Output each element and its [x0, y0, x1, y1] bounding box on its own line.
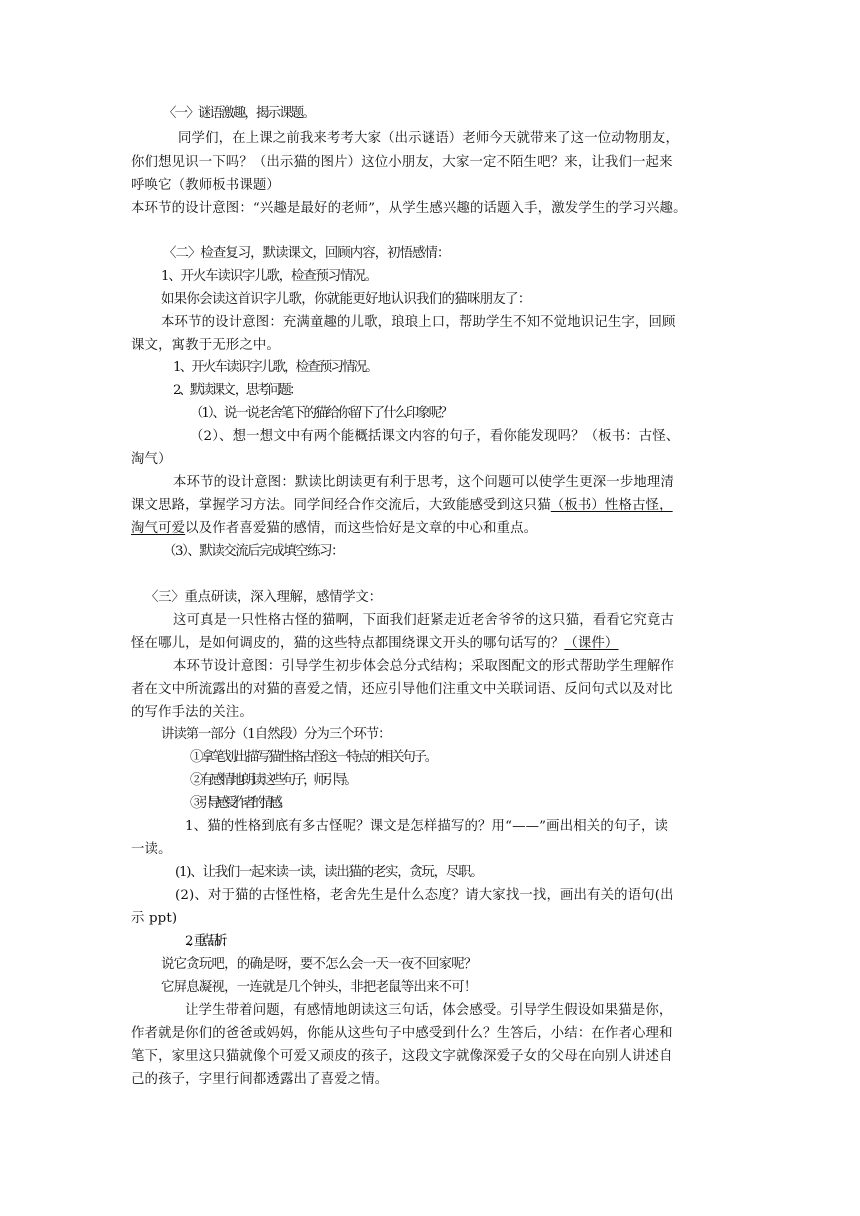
design-intent-line	[131, 519, 731, 541]
design-intent-line: 课文，寓教于无形之中。	[131, 338, 280, 353]
paragraph-line: 同学们，在上课之前我来考考大家（出示谜语）老师今天就带来了这一位动物朋友，	[178, 131, 680, 146]
step-item: ①拿笔划出描写猫性格古怪这一特点的相关句子。	[190, 750, 436, 765]
list-item: 1、开火车读识字儿歌，检查预习情况。	[161, 269, 377, 284]
question-line: (1)、让我们一起来读一读，读出猫的老实，贪玩，尽职。	[175, 865, 483, 880]
question-line: 一读。	[131, 842, 172, 857]
paragraph-line: 笔下，家里这只猫就像个可爱又顽皮的孩子，这段文字就像深爱子女的父母在向别人讲述自	[131, 1049, 673, 1064]
design-intent-line	[131, 496, 731, 518]
question-line: (2)、对于猫的古怪性格，老舍先生是什么态度？请大家找一找，画出有关的语句(出	[175, 888, 674, 903]
question-line: （3）、默读交流后完成填空练习：	[163, 544, 344, 559]
design-intent-text: 以及作者喜爱猫的感情，而这些恰好是文章的中心和重点。	[185, 521, 538, 536]
paragraph-line: 作者就是你们的爸爸或妈妈，你能从这些句子中感受到什么？生答后，小结：在作者心理和	[131, 1026, 673, 1041]
design-intent-line: 的写作手法的关注。	[131, 705, 253, 720]
courseware-note-underlined: （课件）	[564, 636, 619, 651]
design-intent-line: 者在文中所流露出的对猫的喜爱之情，还应引导他们注重文中关联词语、反问句式以及对比	[131, 682, 673, 697]
section-2-heading: 〈二〉检查复习，默读课文，回顾内容，初悟感情：	[163, 246, 450, 261]
paragraph-text: 怪在哪儿，是如何调皮的，猫的这些特点都围绕课文开头的哪句话写的？	[131, 636, 565, 651]
step-item: ②有感情地朗读这些句子，师引导。	[190, 773, 355, 788]
step-item: ③引导感受作者的情感。	[190, 796, 287, 811]
paragraph-line: 这可真是一只性格古怪的猫啊，下面我们赶紧走近老舍爷爷的这只猫，看看它究竟古	[173, 613, 675, 628]
paragraph-line: 如果你会读这首识字儿歌，你就能更好地认识我们的猫咪朋友了：	[161, 292, 531, 307]
list-item: 2、重点品析：	[185, 934, 228, 949]
design-intent-line: 本环节的设计意图：默读比朗读更有利于思考，这个问题可以使学生更深一步地理清	[173, 475, 675, 490]
design-intent-line: 本环节的设计意图：充满童趣的儿歌，琅琅上口，帮助学生不知不觉地识记生字，回顾	[161, 315, 676, 330]
list-item: 1、开火车读识字儿歌，检查预习情况。	[173, 360, 377, 375]
question-line: （1）、说一说老舍笔下的猫给你留下了什么印象呢？	[190, 406, 452, 421]
design-intent-line: 本环节设计意图：引导学生初步体会总分式结构；采取图配文的形式帮助学生理解作	[173, 659, 675, 674]
list-item: 2、默读课文 ，思考问题：	[173, 383, 301, 398]
board-note-underlined: 淘气可爱	[131, 521, 186, 536]
design-intent-text: 课文思路，掌握学习方法。同学间经合作交流后，大致能感受到这只猫	[131, 498, 551, 513]
board-note-underlined: （板书）性格古怪，	[550, 498, 673, 513]
design-intent-line: 本环节的设计意图：“兴趣是最好的老师”，从学生感兴趣的话题入手，激发学生的学习兴趣。	[131, 201, 687, 216]
paragraph-line: 让学生带着问题，有感情地朗读这三句话，体会感受。引导学生假设如果猫是你，	[185, 1003, 673, 1018]
paragraph-line: 呼唤它（教师板书课题）	[131, 178, 280, 193]
question-line: 示 ppt)	[131, 911, 178, 926]
question-line: 1、猫的性格到底有多古怪呢？课文是怎样描写的？用“——”画出相关的句子，读	[185, 819, 669, 834]
paragraph-line: 讲读第一部分（1自然段）分为三个环节：	[161, 727, 391, 742]
section-1-heading: 〈一〉谜语激趣，揭示课题。	[163, 106, 315, 121]
quoted-sentence: 它屏息凝视，一连就是几个钟头，非把老鼠等出来不可！	[161, 980, 477, 995]
question-line: （2）、想一想文中有两个能概括课文内容的句子，看你能发现吗？（板书：古怪、	[190, 429, 680, 444]
question-line: 淘气）	[131, 452, 172, 467]
paragraph-line	[131, 634, 731, 656]
quoted-sentence: 说它贪玩吧，的确是呀，要不怎么会一天一夜不回家呢？	[161, 957, 477, 972]
section-3-heading: 〈三〉重点研读，深入理解，感情学文：	[145, 590, 382, 605]
paragraph-line: 你们想见识一下吗？（出示猫的图片）这位小朋友，大家一定不陌生吧？来，让我们一起来	[131, 155, 673, 170]
paragraph-line: 己的孩子，字里行间都透露出了喜爱之情。	[131, 1072, 389, 1087]
